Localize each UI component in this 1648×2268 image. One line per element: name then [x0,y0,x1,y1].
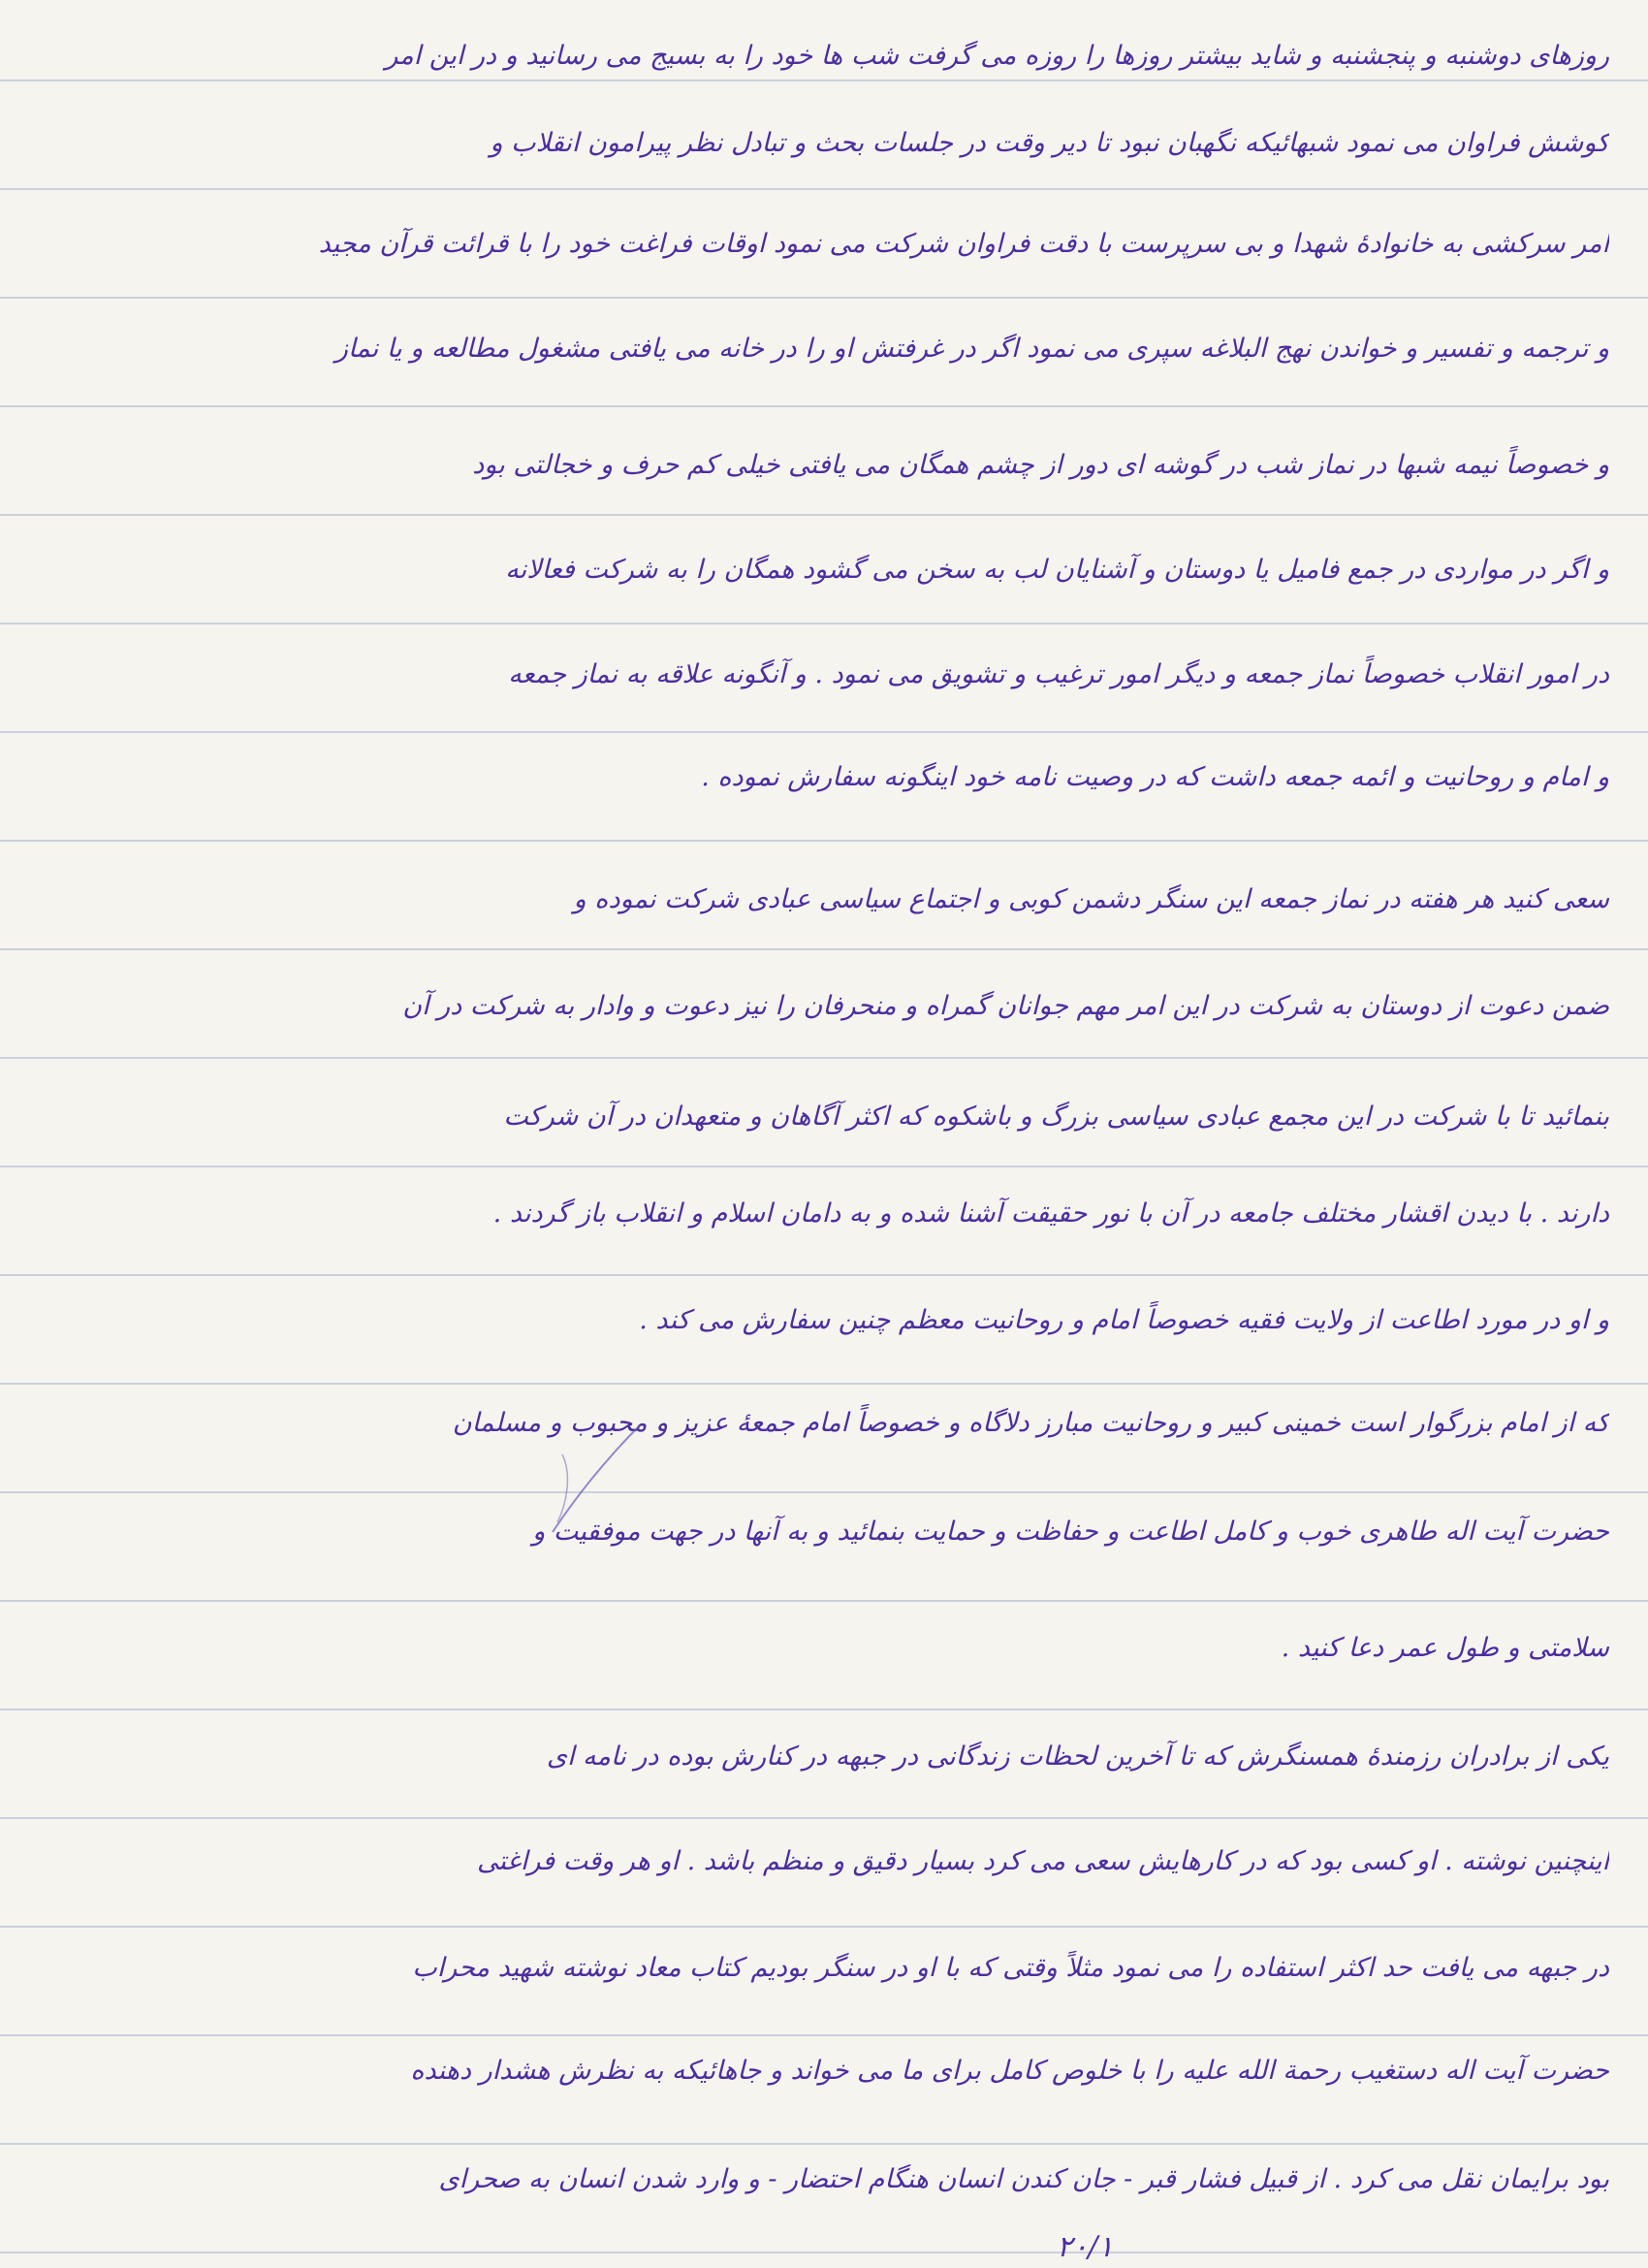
handwritten-line: و اگر در مواردی در جمع فامیل یا دوستان و آشنایان لب به سخن می گشود همگان را به شرکت فعالانه [505,555,1609,585]
ruled-line [0,514,1648,516]
ruled-line [0,1057,1648,1059]
ruled-line [0,188,1648,190]
ruled-line [0,1166,1648,1167]
handwritten-line: و ترجمه و تفسیر و خواندن نهج البلاغه سپری می نمود اگر در غرفتش او را در خانه می یافتی مشغول مطالعه و یا نماز [334,334,1609,364]
handwritten-line: حضرت آیت اله طاهری خوب و کامل اطاعت و حفاظت و حمایت بنمائید و به آنها در جهت موفقیت و [532,1517,1609,1547]
handwritten-line: بنمائید تا با شرکت در این مجمع عبادی سیاسی بزرگ و باشکوه که اکثر آگاهان و متعهدان در آن شرکت [503,1102,1609,1132]
ruled-line [0,1817,1648,1819]
pen-stroke-mark [543,1416,659,1542]
ruled-line [0,623,1648,624]
ruled-line [0,731,1648,733]
handwritten-line: سعی کنید هر هفته در نماز جمعه این سنگر دشمن کوبی و اجتماع سیاسی عبادی شرکت نموده و [573,884,1609,914]
ruled-line [0,80,1648,81]
handwritten-line: و او در مورد اطاعت از ولایت فقیه خصوصاً امام و روحانیت معظم چنین سفارش می کند . [639,1305,1609,1335]
ruled-line [0,1709,1648,1710]
handwritten-line: و خصوصاً نیمه شبها در نماز شب در گوشه ای دور از چشم همگان می یافتی خیلی کم حرف و خجالتی بود [472,450,1609,480]
handwritten-line: دارند . با دیدن اقشار مختلف جامعه در آن با نور حقیقت آشنا شده و به دامان اسلام و انقلاب باز گردند . [492,1198,1609,1229]
handwritten-line: اینچنین نوشته . او کسی بود که در کارهایش سعی می کرد بسیار دقیق و منظم باشد . او هر وقت فراغتی [477,1846,1609,1876]
handwritten-line: و امام و روحانیت و ائمه جمعه داشت که در وصیت نامه خود اینگونه سفارش نموده . [701,762,1609,792]
handwritten-line: یکی از برادران رزمندهٔ همسنگرش که تا آخرین لحظات زندگانی در جبهه در کنارش بوده در نامه ای [546,1741,1609,1772]
ruled-line [0,2143,1648,2145]
handwritten-line: در امور انقلاب خصوصاً نماز جمعه و دیگر امور ترغیب و تشویق می نمود . و آنگونه علاقه به نماز جمعه [508,659,1609,689]
ruled-line [0,1491,1648,1493]
handwritten-line: که از امام بزرگوار است خمینی کبیر و روحانیت مبارز دلاگاه و خصوصاً امام جمعهٔ عزیز و محبوب و مسلمان [452,1408,1609,1438]
handwritten-line: امر سرکشی به خانوادهٔ شهدا و بی سرپرست با دقت فراوان شرکت می نمود اوقات فراغت خود را با قرائت قرآن مجید [318,229,1609,259]
ruled-line [0,405,1648,407]
ruled-line [0,2034,1648,2036]
ruled-line [0,948,1648,950]
ruled-line [0,1926,1648,1928]
handwritten-line: ضمن دعوت از دوستان به شرکت در این امر مهم جوانان گمراه و منحرفان را نیز دعوت و وادار به شرکت در آن [402,991,1609,1021]
ruled-line [0,297,1648,299]
ruled-line [0,2252,1648,2253]
handwritten-line: در جبهه می یافت حد اکثر استفاده را می نمود مثلاً وقتی که با او در سنگر بودیم کتاب معاد نوشته شهید محراب [412,1953,1609,1983]
ruled-line [0,1274,1648,1276]
ruled-line [0,1383,1648,1385]
handwritten-line: بود برایمان نقل می کرد . از قبیل فشار قبر - جان کندن انسان هنگام احتضار - و وارد شدن انسان به صحرای [438,2164,1609,2194]
handwritten-line: سلامتی و طول عمر دعا کنید . [1281,1633,1609,1663]
handwritten-line: حضرت آیت اله دستغیب رحمة الله علیه را با خلوص کامل برای ما می خواند و جاهائیکه به نظرش هشدار دهنده [410,2056,1609,2086]
page-number: ۲۰/۱ [1057,2230,1114,2264]
ruled-line [0,840,1648,842]
handwritten-line: کوشش فراوان می نمود شبهائیکه نگهبان نبود تا دیر وقت در جلسات بحث و تبادل نظر پیرامون انقلاب و [490,128,1609,158]
handwritten-line: روزهای دوشنبه و پنجشنبه و شاید بیشتر روزها را روزه می گرفت شب ها خود را به بسیج می رسانید و در این امر [385,41,1609,71]
ruled-line [0,1600,1648,1602]
